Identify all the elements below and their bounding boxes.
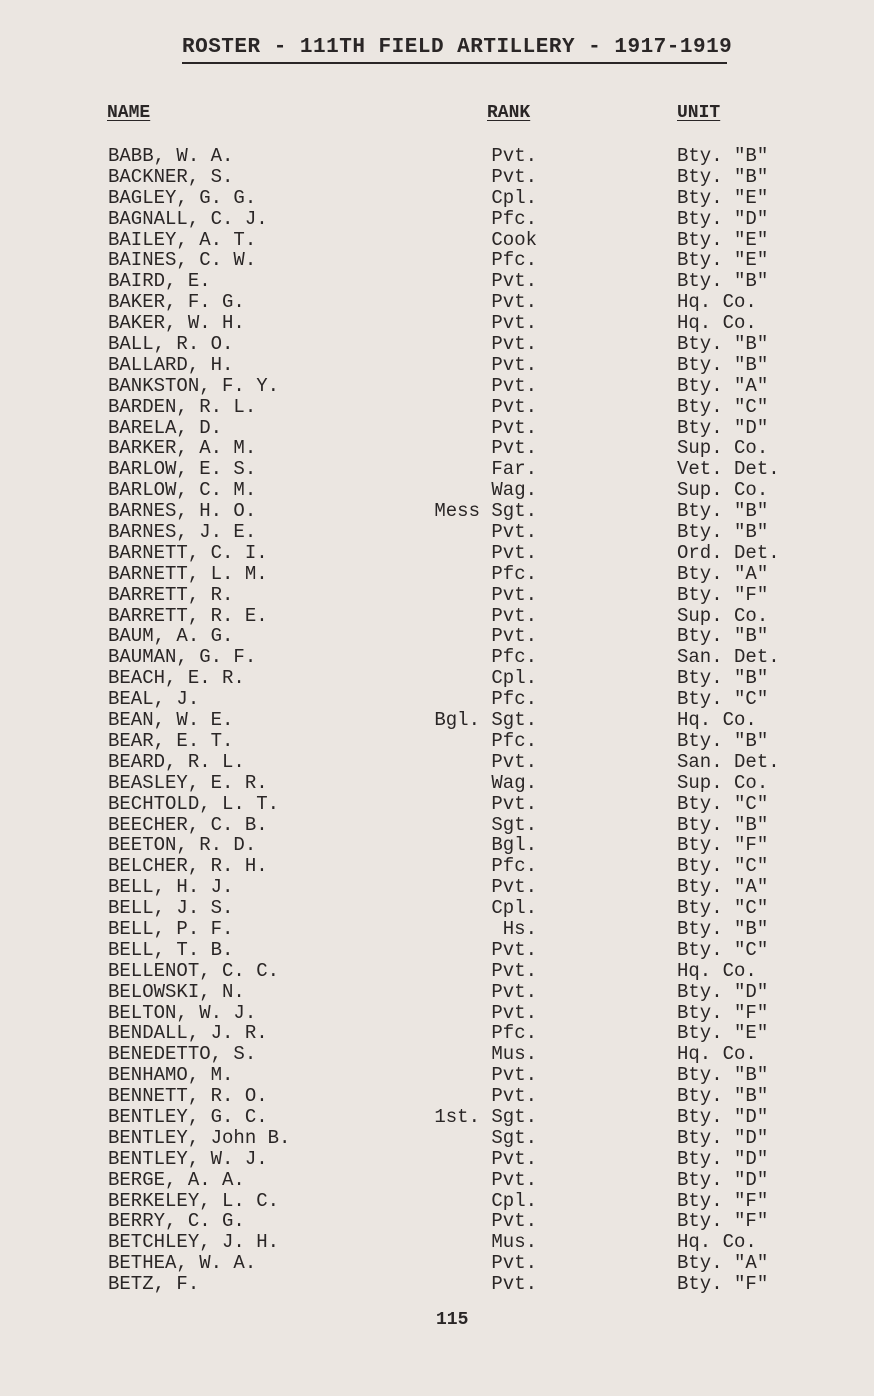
roster-name: BAGLEY, G. G. bbox=[108, 186, 257, 209]
roster-unit: Sup. Co. bbox=[677, 771, 769, 794]
roster-unit: Hq. Co. bbox=[677, 291, 757, 314]
roster-name: BECHTOLD, L. T. bbox=[108, 792, 280, 815]
roster-rank: Pvt. bbox=[491, 583, 537, 606]
roster-row bbox=[0, 271, 874, 292]
roster-rank: Mus. bbox=[491, 1043, 537, 1066]
roster-row bbox=[0, 501, 874, 522]
roster-row bbox=[0, 1211, 874, 1232]
roster-name: BEAR, E. T. bbox=[108, 729, 234, 752]
roster-row bbox=[0, 1023, 874, 1044]
roster-unit: Bty. "B" bbox=[677, 813, 769, 836]
roster-row bbox=[0, 919, 874, 940]
roster-unit: Bty. "B" bbox=[677, 625, 769, 648]
roster-name: BARLOW, E. S. bbox=[108, 458, 257, 481]
roster-name: BARDEN, R. L. bbox=[108, 395, 257, 418]
roster-unit: Bty. "E" bbox=[677, 228, 769, 251]
roster-name: BERRY, C. G. bbox=[108, 1210, 245, 1233]
roster-name: BETZ, F. bbox=[108, 1273, 200, 1296]
roster-rank: Pvt. bbox=[491, 1064, 537, 1087]
roster-unit: Bty. "D" bbox=[677, 1168, 769, 1191]
roster-row bbox=[0, 167, 874, 188]
roster-name: BANKSTON, F. Y. bbox=[108, 374, 280, 397]
roster-name: BEARD, R. L. bbox=[108, 750, 245, 773]
roster-name: BEACH, E. R. bbox=[108, 667, 245, 690]
roster-rank: Pvt. bbox=[491, 876, 537, 899]
roster-name: BARRETT, R. E. bbox=[108, 604, 268, 627]
roster-unit: Bty. "B" bbox=[677, 353, 769, 376]
roster-unit: Bty. "D" bbox=[677, 1105, 769, 1128]
roster-rank: Pvt. bbox=[491, 416, 537, 439]
roster-name: BEAL, J. bbox=[108, 688, 200, 711]
roster-name: BAUMAN, G. F. bbox=[108, 646, 257, 669]
roster-rank: Pvt. bbox=[491, 750, 537, 773]
roster-name: BENNETT, R. O. bbox=[108, 1085, 268, 1108]
roster-rank: Sgt. bbox=[491, 1126, 537, 1149]
roster-row bbox=[0, 1086, 874, 1107]
roster-rank: Bgl. Sgt. bbox=[434, 709, 537, 732]
roster-rank: Pvt. bbox=[491, 938, 537, 961]
roster-row bbox=[0, 334, 874, 355]
roster-row bbox=[0, 355, 874, 376]
roster-row bbox=[0, 585, 874, 606]
roster-rank: Pvt. bbox=[491, 395, 537, 418]
roster-row bbox=[0, 877, 874, 898]
roster-name: BARNES, J. E. bbox=[108, 521, 257, 544]
roster-unit: Sup. Co. bbox=[677, 479, 769, 502]
roster-name: BARKER, A. M. bbox=[108, 437, 257, 460]
roster-rank: Pvt. bbox=[491, 270, 537, 293]
roster-name: BERGE, A. A. bbox=[108, 1168, 245, 1191]
roster-name: BELL, P. F. bbox=[108, 917, 234, 940]
roster-row bbox=[0, 982, 874, 1003]
roster-row bbox=[0, 898, 874, 919]
roster-row bbox=[0, 480, 874, 501]
roster-row bbox=[0, 209, 874, 230]
roster-row bbox=[0, 794, 874, 815]
roster-name: BERKELEY, L. C. bbox=[108, 1189, 280, 1212]
roster-row bbox=[0, 459, 874, 480]
roster-row bbox=[0, 1232, 874, 1253]
roster-rank: Pvt. bbox=[491, 165, 537, 188]
column-header-unit: UNIT bbox=[677, 103, 721, 123]
roster-unit: Bty. "C" bbox=[677, 792, 769, 815]
roster-row bbox=[0, 710, 874, 731]
page-title: ROSTER - 111TH FIELD ARTILLERY - 1917-1919 bbox=[182, 36, 733, 59]
roster-row bbox=[0, 250, 874, 271]
roster-name: BARNETT, C. I. bbox=[108, 541, 268, 564]
roster-name: BAKER, W. H. bbox=[108, 312, 245, 335]
roster-rank: Pfc. bbox=[491, 562, 537, 585]
roster-name: BETHEA, W. A. bbox=[108, 1252, 257, 1275]
roster-row bbox=[0, 543, 874, 564]
roster-row bbox=[0, 1003, 874, 1024]
roster-unit: Bty. "F" bbox=[677, 1189, 769, 1212]
roster-name: BELTON, W. J. bbox=[108, 1001, 257, 1024]
roster-rank: Mus. bbox=[491, 1231, 537, 1254]
roster-unit: Ord. Det. bbox=[677, 541, 780, 564]
roster-unit: Bty. "B" bbox=[677, 729, 769, 752]
roster-name: BEASLEY, E. R. bbox=[108, 771, 268, 794]
roster-unit: Bty. "C" bbox=[677, 688, 769, 711]
roster-unit: Bty. "F" bbox=[677, 1210, 769, 1233]
roster-rank: Pvt. bbox=[491, 1168, 537, 1191]
roster-unit: Bty. "B" bbox=[677, 521, 769, 544]
roster-rank: Pvt. bbox=[491, 374, 537, 397]
roster-name: BELCHER, R. H. bbox=[108, 855, 268, 878]
roster-name: BABB, W. A. bbox=[108, 145, 234, 167]
roster-rank: Wag. bbox=[491, 771, 537, 794]
roster-unit: Bty. "F" bbox=[677, 834, 769, 857]
roster-unit: Bty. "F" bbox=[677, 1273, 769, 1296]
roster-row bbox=[0, 438, 874, 459]
page-number: 115 bbox=[436, 1310, 469, 1330]
roster-rank: Pfc. bbox=[491, 729, 537, 752]
roster-row bbox=[0, 1191, 874, 1212]
roster-row bbox=[0, 230, 874, 251]
roster-name: BAILEY, A. T. bbox=[108, 228, 257, 251]
roster-name: BARRETT, R. bbox=[108, 583, 234, 606]
roster-name: BEAN, W. E. bbox=[108, 709, 234, 732]
roster-row bbox=[0, 1274, 874, 1295]
roster-name: BALL, R. O. bbox=[108, 333, 234, 356]
roster-row bbox=[0, 1044, 874, 1065]
roster-name: BEETON, R. D. bbox=[108, 834, 257, 857]
roster-row bbox=[0, 1065, 874, 1086]
roster-rank: Pvt. bbox=[491, 1273, 537, 1296]
roster-rank: Cook bbox=[491, 228, 537, 251]
roster-row bbox=[0, 1128, 874, 1149]
roster-row bbox=[0, 397, 874, 418]
roster-rank: Pvt. bbox=[491, 312, 537, 335]
roster-row bbox=[0, 1170, 874, 1191]
roster-row bbox=[0, 835, 874, 856]
roster-rank: Cpl. bbox=[491, 186, 537, 209]
roster-name: BENTLEY, G. C. bbox=[108, 1105, 268, 1128]
roster-rank: Pfc. bbox=[491, 646, 537, 669]
roster-name: BALLARD, H. bbox=[108, 353, 234, 376]
roster-rank: Wag. bbox=[491, 479, 537, 502]
roster-unit: Hq. Co. bbox=[677, 1231, 757, 1254]
roster-name: BENTLEY, John B. bbox=[108, 1126, 291, 1149]
roster-unit: Bty. "E" bbox=[677, 186, 769, 209]
roster-rank: Pvt. bbox=[491, 541, 537, 564]
roster-row bbox=[0, 668, 874, 689]
roster-name: BELL, J. S. bbox=[108, 897, 234, 920]
roster-name: BELOWSKI, N. bbox=[108, 980, 245, 1003]
roster-unit: Hq. Co. bbox=[677, 1043, 757, 1066]
roster-rank: Cpl. bbox=[491, 897, 537, 920]
roster-row bbox=[0, 146, 874, 167]
roster-unit: Bty. "C" bbox=[677, 897, 769, 920]
roster-name: BAINES, C. W. bbox=[108, 249, 257, 272]
roster-unit: Bty. "B" bbox=[677, 1064, 769, 1087]
roster-rank: Pvt. bbox=[491, 1210, 537, 1233]
roster-rank: Pvt. bbox=[491, 1252, 537, 1275]
roster-unit: Bty. "B" bbox=[677, 917, 769, 940]
roster-rank: Far. bbox=[491, 458, 537, 481]
roster-name: BENDALL, J. R. bbox=[108, 1022, 268, 1045]
roster-unit: San. Det. bbox=[677, 750, 780, 773]
roster-rank: Pvt. bbox=[491, 959, 537, 982]
roster-unit: Bty. "B" bbox=[677, 270, 769, 293]
roster-row bbox=[0, 731, 874, 752]
roster-unit: San. Det. bbox=[677, 646, 780, 669]
roster-unit: Bty. "C" bbox=[677, 938, 769, 961]
roster-name: BELL, H. J. bbox=[108, 876, 234, 899]
roster-rank: Bgl. bbox=[491, 834, 537, 857]
roster-rank: Sgt. bbox=[491, 813, 537, 836]
roster-row bbox=[0, 292, 874, 313]
title-underline bbox=[182, 62, 727, 64]
roster-row bbox=[0, 626, 874, 647]
roster-rank: Pvt. bbox=[491, 291, 537, 314]
roster-unit: Bty. "D" bbox=[677, 207, 769, 230]
roster-rank: Pvt. bbox=[491, 625, 537, 648]
roster-name: BENTLEY, W. J. bbox=[108, 1147, 268, 1170]
column-header-name: NAME bbox=[107, 103, 151, 123]
roster-rank: Pfc. bbox=[491, 249, 537, 272]
roster-unit: Bty. "D" bbox=[677, 416, 769, 439]
roster-rank: Pvt. bbox=[491, 437, 537, 460]
roster-unit: Bty. "D" bbox=[677, 1126, 769, 1149]
roster-unit: Hq. Co. bbox=[677, 709, 757, 732]
roster-name: BARLOW, C. M. bbox=[108, 479, 257, 502]
roster-rank: Hs. bbox=[502, 917, 537, 940]
roster-rank: Pvt. bbox=[491, 145, 537, 167]
roster-rank: Pvt. bbox=[491, 604, 537, 627]
roster-unit: Bty. "A" bbox=[677, 1252, 769, 1275]
roster-rank: Mess Sgt. bbox=[434, 500, 537, 523]
roster-row bbox=[0, 1149, 874, 1170]
roster-row bbox=[0, 815, 874, 836]
roster-rank: Pvt. bbox=[491, 1147, 537, 1170]
roster-rank: Pvt. bbox=[491, 792, 537, 815]
roster-unit: Vet. Det. bbox=[677, 458, 780, 481]
roster-unit: Bty. "B" bbox=[677, 500, 769, 523]
roster-rank: Pvt. bbox=[491, 980, 537, 1003]
roster-row bbox=[0, 1107, 874, 1128]
roster-row bbox=[0, 961, 874, 982]
roster-unit: Bty. "A" bbox=[677, 562, 769, 585]
roster-rank: Cpl. bbox=[491, 1189, 537, 1212]
roster-rank: Pfc. bbox=[491, 207, 537, 230]
roster-unit: Hq. Co. bbox=[677, 959, 757, 982]
roster-name: BAKER, F. G. bbox=[108, 291, 245, 314]
roster-unit: Bty. "B" bbox=[677, 333, 769, 356]
roster-name: BAGNALL, C. J. bbox=[108, 207, 268, 230]
roster-name: BEECHER, C. B. bbox=[108, 813, 268, 836]
roster-rank: Pfc. bbox=[491, 1022, 537, 1045]
roster-unit: Bty. "D" bbox=[677, 1147, 769, 1170]
roster-rank: Pvt. bbox=[491, 521, 537, 544]
roster-rank: 1st. Sgt. bbox=[434, 1105, 537, 1128]
roster-row bbox=[0, 313, 874, 334]
roster-rank: Pvt. bbox=[491, 333, 537, 356]
roster-unit: Bty. "F" bbox=[677, 1001, 769, 1024]
roster-unit: Bty. "A" bbox=[677, 876, 769, 899]
roster-list bbox=[0, 146, 874, 1295]
roster-row bbox=[0, 606, 874, 627]
roster-name: BENHAMO, M. bbox=[108, 1064, 234, 1087]
roster-unit: Bty. "E" bbox=[677, 249, 769, 272]
roster-name: BENEDETTO, S. bbox=[108, 1043, 257, 1066]
roster-name: BAIRD, E. bbox=[108, 270, 211, 293]
roster-row bbox=[0, 564, 874, 585]
roster-name: BELL, T. B. bbox=[108, 938, 234, 961]
roster-rank: Pfc. bbox=[491, 855, 537, 878]
roster-unit: Bty. "B" bbox=[677, 667, 769, 690]
roster-name: BETCHLEY, J. H. bbox=[108, 1231, 280, 1254]
roster-unit: Bty. "D" bbox=[677, 980, 769, 1003]
roster-row bbox=[0, 1253, 874, 1274]
roster-unit: Hq. Co. bbox=[677, 312, 757, 335]
roster-row bbox=[0, 418, 874, 439]
roster-unit: Sup. Co. bbox=[677, 604, 769, 627]
roster-unit: Bty. "B" bbox=[677, 165, 769, 188]
roster-row bbox=[0, 940, 874, 961]
roster-unit: Bty. "C" bbox=[677, 855, 769, 878]
roster-row bbox=[0, 689, 874, 710]
roster-unit: Bty. "A" bbox=[677, 374, 769, 397]
roster-row bbox=[0, 752, 874, 773]
roster-rank: Pvt. bbox=[491, 1001, 537, 1024]
roster-unit: Bty. "B" bbox=[677, 1085, 769, 1108]
roster-row bbox=[0, 188, 874, 209]
roster-unit: Bty. "B" bbox=[677, 145, 769, 167]
roster-row bbox=[0, 522, 874, 543]
roster-rank: Pvt. bbox=[491, 1085, 537, 1108]
roster-rank: Pvt. bbox=[491, 353, 537, 376]
roster-unit: Bty. "F" bbox=[677, 583, 769, 606]
roster-row bbox=[0, 647, 874, 668]
roster-rank: Cpl. bbox=[491, 667, 537, 690]
roster-row bbox=[0, 376, 874, 397]
roster-name: BARNETT, L. M. bbox=[108, 562, 268, 585]
roster-name: BARNES, H. O. bbox=[108, 500, 257, 523]
roster-name: BELLENOT, C. C. bbox=[108, 959, 280, 982]
roster-row bbox=[0, 773, 874, 794]
roster-unit: Sup. Co. bbox=[677, 437, 769, 460]
roster-name: BACKNER, S. bbox=[108, 165, 234, 188]
roster-unit: Bty. "E" bbox=[677, 1022, 769, 1045]
roster-rank: Pfc. bbox=[491, 688, 537, 711]
roster-name: BARELA, D. bbox=[108, 416, 223, 439]
column-header-rank: RANK bbox=[487, 103, 531, 123]
roster-row bbox=[0, 856, 874, 877]
roster-name: BAUM, A. G. bbox=[108, 625, 234, 648]
roster-unit: Bty. "C" bbox=[677, 395, 769, 418]
